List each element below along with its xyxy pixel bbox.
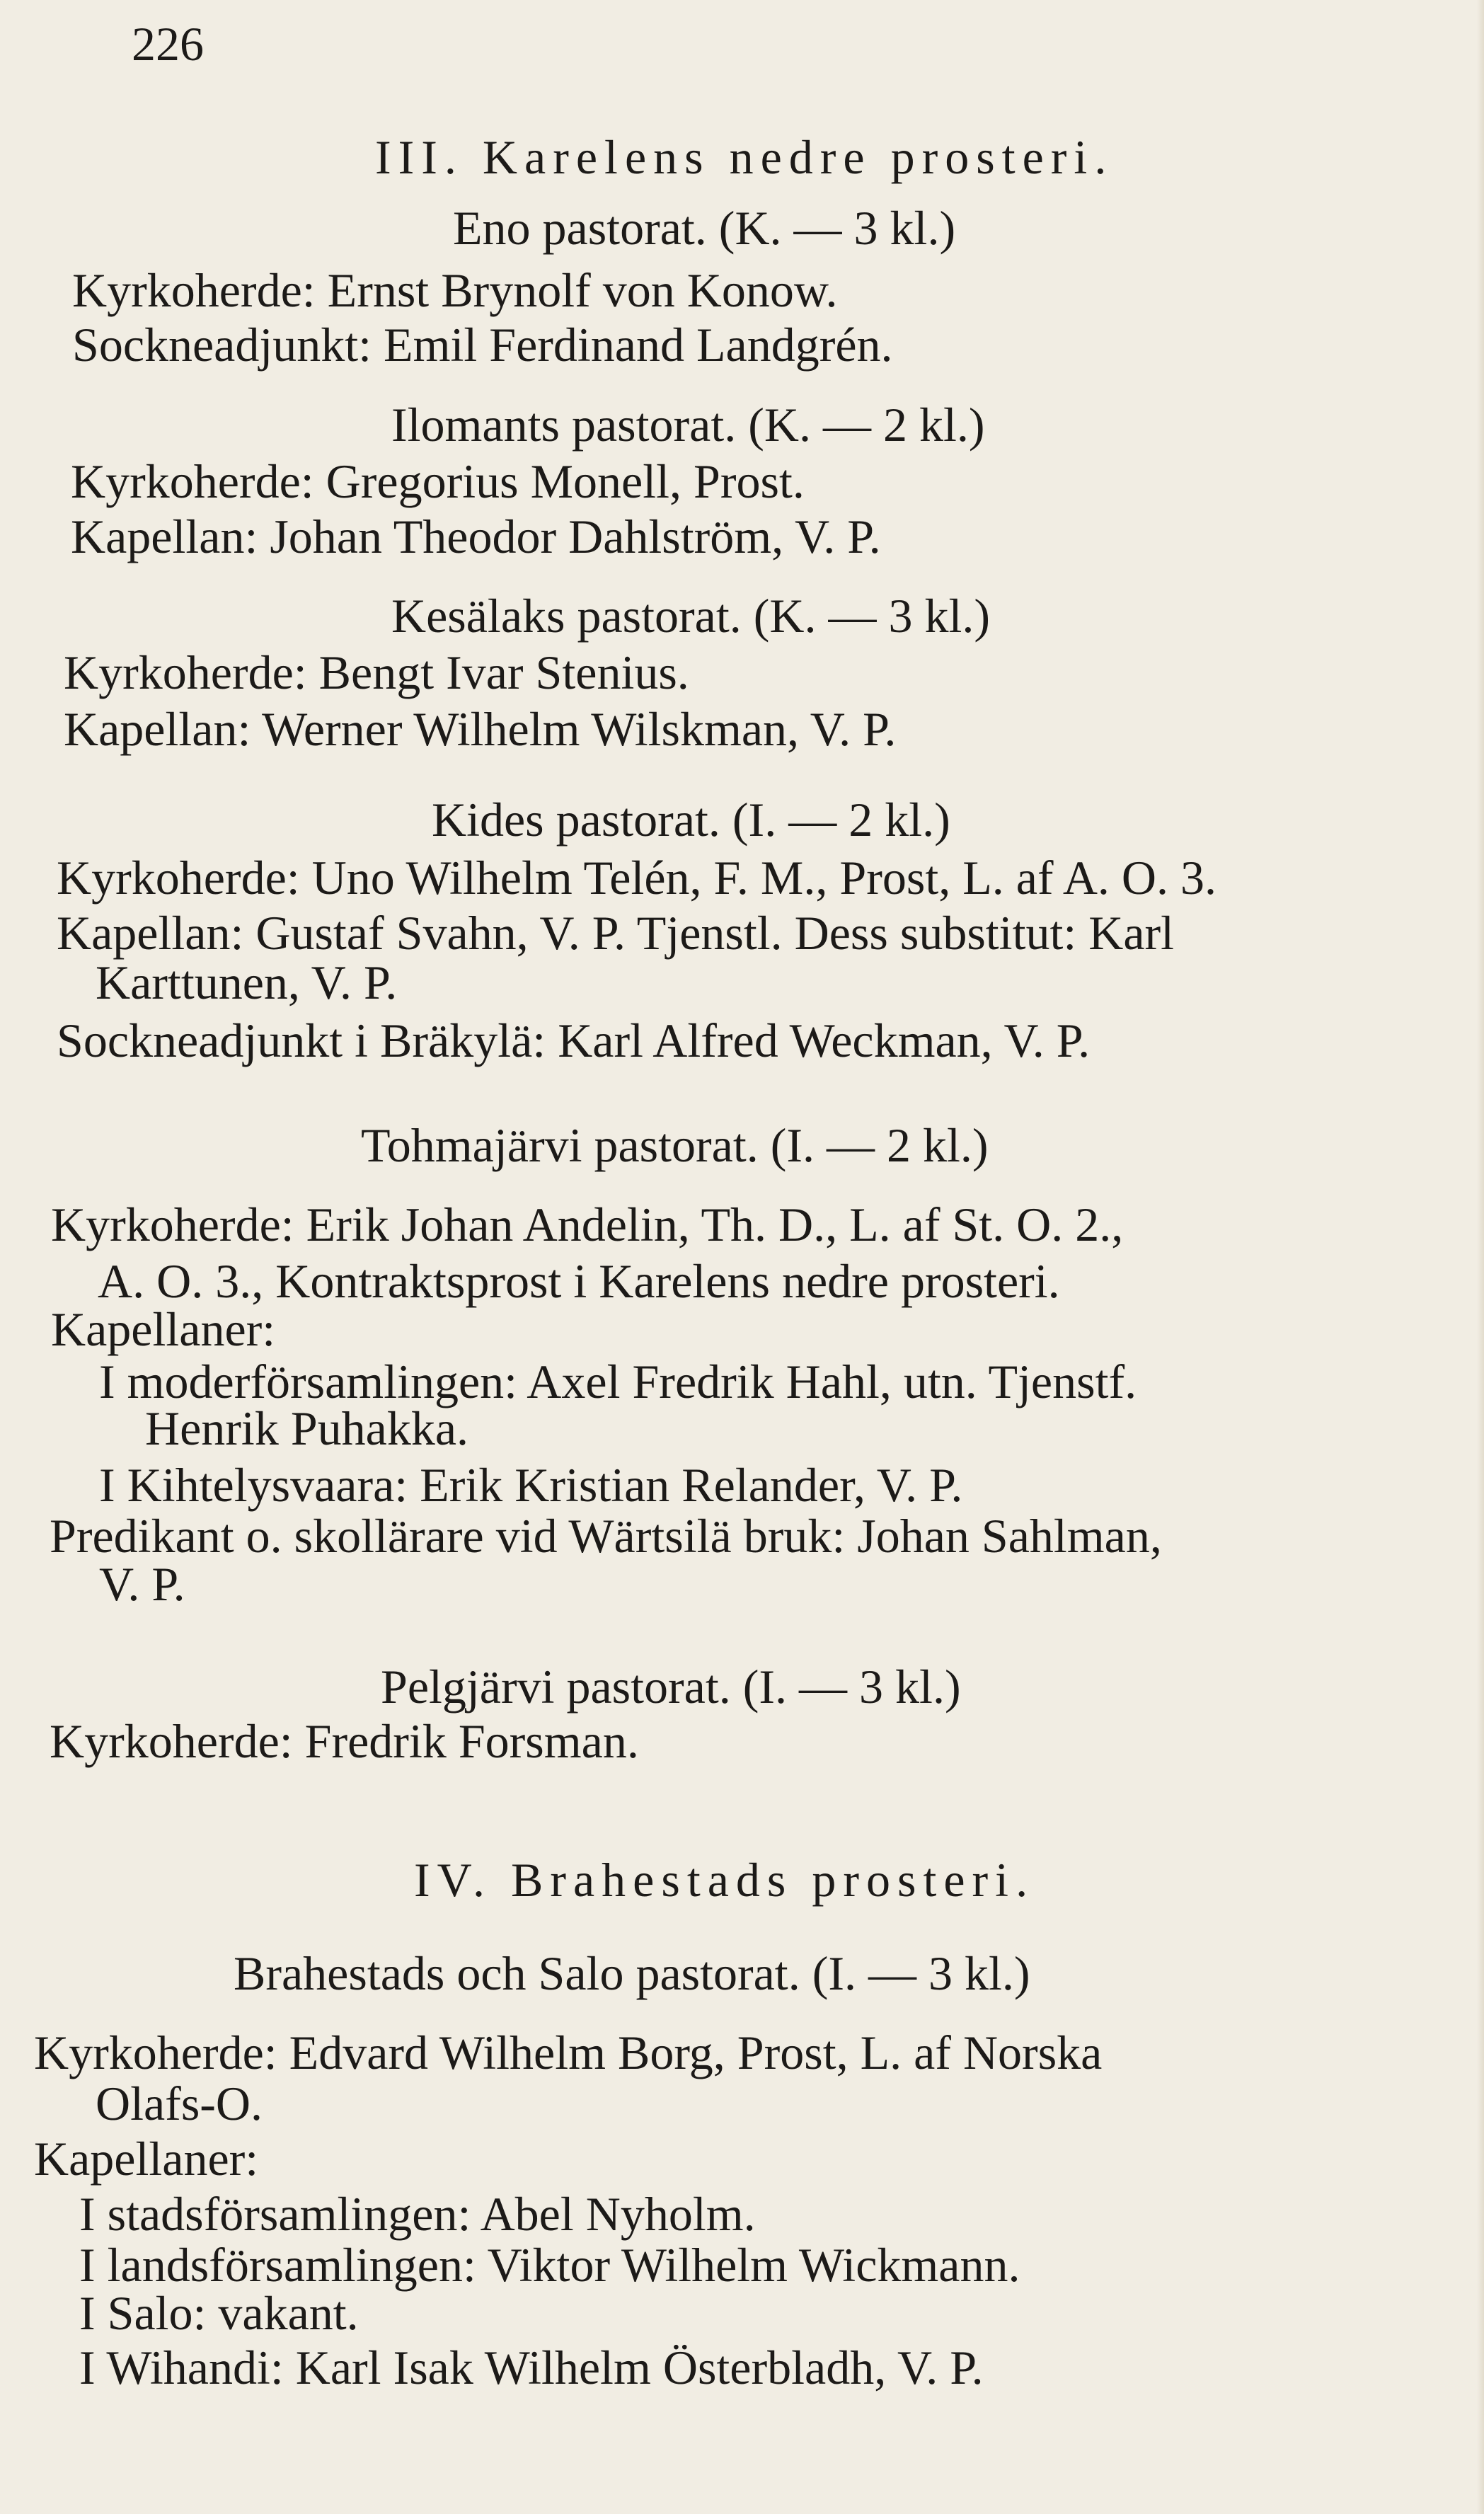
text-line: Sockneadjunkt: Emil Ferdinand Landgrén. bbox=[72, 318, 893, 372]
text-line: Kapellan: Gustaf Svahn, V. P. Tjenstl. Dess substitut: Karl bbox=[57, 906, 1175, 960]
text-line: A. O. 3., Kontraktsprost i Karelens nedre prosteri. bbox=[98, 1254, 1060, 1308]
text-line: Olafs-O. bbox=[96, 2077, 263, 2130]
page-number: 226 bbox=[132, 17, 204, 71]
text-line: Kapellan: Johan Theodor Dahlström, V. P. bbox=[71, 510, 881, 563]
section-heading: III. Karelens nedre prosteri. bbox=[375, 130, 1114, 184]
page-edge bbox=[1477, 0, 1484, 2514]
text-line: Kyrkoherde: Edvard Wilhelm Borg, Prost, L. af Norska bbox=[34, 2026, 1103, 2079]
text-line: I landsförsamlingen: Viktor Wilhelm Wickmann. bbox=[79, 2238, 1020, 2292]
parish-title: Tohmajärvi pastorat. (I. — 2 kl.) bbox=[361, 1118, 989, 1172]
parish-title: Brahestads och Salo pastorat. (I. — 3 kl.) bbox=[234, 1946, 1030, 2000]
text-line: Kyrkoherde: Ernst Brynolf von Konow. bbox=[72, 263, 838, 317]
text-line: Kyrkoherde: Fredrik Forsman. bbox=[50, 1714, 639, 1768]
parish-title: Eno pastorat. (K. — 3 kl.) bbox=[453, 201, 956, 255]
text-line: I stadsförsamlingen: Abel Nyholm. bbox=[79, 2187, 756, 2241]
text-line: Kyrkoherde: Uno Wilhelm Telén, F. M., Prost, L. af A. O. 3. bbox=[57, 851, 1217, 905]
text-line: I moderförsamlingen: Axel Fredrik Hahl, utn. Tjenstf. bbox=[99, 1355, 1137, 1408]
text-line: Kapellaner: bbox=[51, 1302, 276, 1356]
text-line: Kyrkoherde: Gregorius Monell, Prost. bbox=[71, 454, 805, 508]
text-line: I Kihtelysvaara: Erik Kristian Relander, V. P. bbox=[99, 1458, 963, 1512]
parish-title: Pelgjärvi pastorat. (I. — 3 kl.) bbox=[381, 1660, 961, 1714]
text-line: Henrik Puhakka. bbox=[145, 1401, 469, 1455]
text-line: I Wihandi: Karl Isak Wilhelm Österbladh, V. P. bbox=[79, 2341, 984, 2394]
parish-title: Kides pastorat. (I. — 2 kl.) bbox=[432, 793, 950, 846]
text-line: V. P. bbox=[99, 1557, 185, 1611]
text-line: Predikant o. skollärare vid Wärtsilä bruk: Johan Sahlman, bbox=[50, 1509, 1162, 1563]
text-line: Kyrkoherde: Bengt Ivar Stenius. bbox=[64, 645, 689, 699]
text-line: Kapellaner: bbox=[34, 2132, 259, 2186]
text-line: Karttunen, V. P. bbox=[96, 955, 398, 1009]
text-line: Kyrkoherde: Erik Johan Andelin, Th. D., L. af St. O. 2., bbox=[51, 1198, 1124, 1251]
parish-title: Ilomants pastorat. (K. — 2 kl.) bbox=[391, 398, 985, 452]
section-heading: IV. Brahestads prosteri. bbox=[414, 1853, 1035, 1907]
parish-title: Kesälaks pastorat. (K. — 3 kl.) bbox=[391, 589, 991, 643]
text-line: I Salo: vakant. bbox=[79, 2286, 359, 2340]
text-line: Kapellan: Werner Wilhelm Wilskman, V. P. bbox=[64, 702, 897, 756]
text-line: Sockneadjunkt i Bräkylä: Karl Alfred Weckman, V. P. bbox=[57, 1014, 1091, 1067]
